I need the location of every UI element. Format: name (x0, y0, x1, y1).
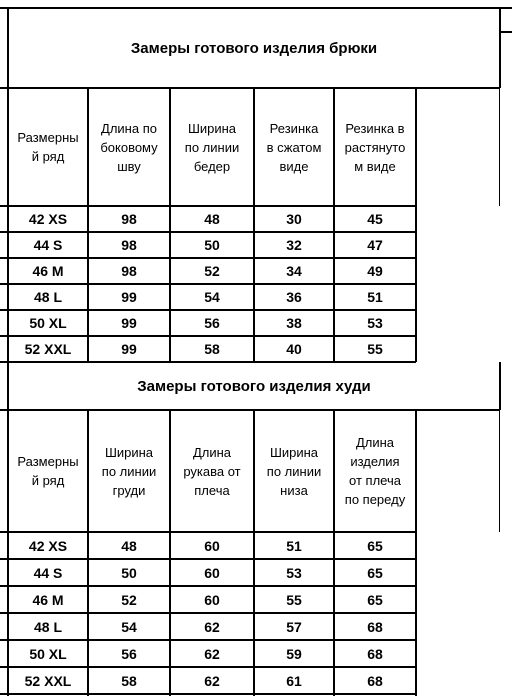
hoodie-table-row (0, 559, 512, 586)
grid-line-vertical (253, 410, 255, 696)
hoodie-value-cell: 56 (121, 645, 137, 662)
hoodie-size-cell: 42 XS (28, 537, 68, 554)
grid-line-horizontal (0, 558, 416, 560)
pants-value-cell: 51 (367, 289, 383, 305)
hoodie-value-cell: 51 (286, 537, 302, 554)
hoodie-value-cell: 57 (286, 618, 302, 635)
pants-header-hip-width: Ширина по линии бедер (184, 120, 240, 174)
pants-value-cell: 48 (204, 211, 220, 227)
grid-line-vertical (415, 88, 417, 362)
pants-value-cell: 47 (367, 237, 383, 253)
hoodie-table-row (0, 613, 512, 640)
pants-header-elastic-stretched: Резинка в растянуто м виде (344, 120, 406, 174)
pants-value-cell: 98 (121, 263, 137, 279)
hoodie-header-size: Размерны й ряд (17, 454, 79, 488)
grid-line-horizontal (0, 639, 416, 641)
hoodie-title-row (0, 362, 512, 410)
pants-size-cell: 42 XS (28, 211, 68, 227)
grid-line-vertical (499, 410, 500, 532)
hoodie-value-cell: 68 (367, 645, 383, 662)
grid-line-vertical (253, 88, 255, 362)
pants-value-cell: 98 (121, 237, 137, 253)
hoodie-value-cell: 58 (121, 672, 137, 689)
grid-line-vertical (333, 410, 335, 696)
grid-line-vertical (499, 7, 501, 88)
pants-value-cell: 36 (286, 289, 302, 305)
hoodie-value-cell: 50 (121, 564, 137, 581)
pants-value-cell: 38 (286, 315, 302, 331)
pants-header-elastic-relaxed: Резинка в сжатом виде (266, 120, 322, 174)
grid-line-horizontal (0, 335, 416, 337)
hoodie-size-cell: 48 L (33, 618, 62, 635)
pants-size-cell: 46 M (32, 263, 64, 279)
grid-line-horizontal (0, 283, 416, 285)
pants-value-cell: 56 (204, 315, 220, 331)
grid-line-horizontal (0, 257, 416, 259)
hoodie-value-cell: 62 (204, 645, 220, 662)
hoodie-size-cell: 50 XL (29, 645, 67, 662)
pants-table-row (0, 284, 512, 310)
hoodie-value-cell: 53 (286, 564, 302, 581)
grid-line-vertical (499, 362, 501, 410)
hoodie-size-cell: 52 XXL (24, 672, 72, 689)
hoodie-value-cell: 59 (286, 645, 302, 662)
grid-line-vertical (499, 88, 500, 206)
grid-line-vertical (87, 88, 89, 362)
hoodie-size-cell: 44 S (33, 564, 63, 581)
hoodie-value-cell: 60 (204, 564, 220, 581)
pants-value-cell: 50 (204, 237, 220, 253)
pants-table-row (0, 310, 512, 336)
hoodie-value-cell: 65 (367, 564, 383, 581)
pants-size-cell: 44 S (33, 237, 63, 253)
grid-line-horizontal (500, 31, 512, 33)
pants-table-row (0, 206, 512, 232)
pants-header-row (0, 88, 512, 206)
hoodie-table-row (0, 586, 512, 613)
pants-size-cell: 48 L (33, 289, 62, 305)
grid-line-horizontal (0, 409, 500, 411)
pants-value-cell: 32 (286, 237, 302, 253)
hoodie-value-cell: 65 (367, 591, 383, 608)
pants-title-row (0, 8, 512, 88)
hoodie-title: Замеры готового изделия худи (137, 377, 371, 395)
pants-table-row (0, 232, 512, 258)
hoodie-value-cell: 68 (367, 618, 383, 635)
grid-line-vertical (169, 88, 171, 362)
pants-size-cell: 52 XXL (24, 341, 72, 357)
hoodie-value-cell: 54 (121, 618, 137, 635)
hoodie-value-cell: 61 (286, 672, 302, 689)
grid-line-horizontal (0, 205, 416, 207)
hoodie-header-row (0, 410, 512, 532)
grid-line-vertical (333, 88, 335, 362)
grid-line-vertical (87, 410, 89, 696)
grid-line-vertical (415, 410, 417, 696)
grid-line-horizontal (0, 585, 416, 587)
hoodie-header-hem-width: Ширина по линии низа (266, 444, 322, 498)
pants-value-cell: 30 (286, 211, 302, 227)
hoodie-header-sleeve-length: Длина рукава от плеча (183, 444, 241, 498)
grid-line-horizontal (0, 531, 416, 533)
grid-line-horizontal (0, 87, 500, 89)
grid-line-horizontal (0, 309, 416, 311)
hoodie-header-chest-width: Ширина по линии груди (101, 444, 157, 498)
grid-line-horizontal (0, 361, 416, 363)
pants-value-cell: 99 (121, 315, 137, 331)
grid-line-horizontal (0, 612, 416, 614)
pants-size-cell: 50 XL (29, 315, 67, 331)
pants-value-cell: 99 (121, 341, 137, 357)
pants-value-cell: 54 (204, 289, 220, 305)
pants-value-cell: 98 (121, 211, 137, 227)
hoodie-table-row (0, 640, 512, 667)
pants-title: Замеры готового изделия брюки (130, 39, 378, 57)
grid-line-horizontal (0, 7, 512, 9)
hoodie-header-body-length: Длина изделия от плеча по переду (344, 435, 406, 507)
hoodie-value-cell: 62 (204, 618, 220, 635)
pants-value-cell: 45 (367, 211, 383, 227)
pants-value-cell: 55 (367, 341, 383, 357)
grid-line-horizontal (0, 693, 416, 695)
pants-table-row (0, 258, 512, 284)
hoodie-value-cell: 68 (367, 672, 383, 689)
hoodie-value-cell: 60 (204, 591, 220, 608)
hoodie-value-cell: 55 (286, 591, 302, 608)
grid-line-vertical (7, 7, 9, 696)
hoodie-value-cell: 62 (204, 672, 220, 689)
pants-value-cell: 99 (121, 289, 137, 305)
hoodie-value-cell: 65 (367, 537, 383, 554)
pants-table-row (0, 336, 512, 362)
hoodie-value-cell: 52 (121, 591, 137, 608)
hoodie-size-cell: 46 M (32, 591, 64, 608)
pants-header-size: Размерны й ряд (17, 130, 79, 164)
pants-value-cell: 52 (204, 263, 220, 279)
pants-value-cell: 49 (367, 263, 383, 279)
pants-header-side-length: Длина по боковому шву (100, 120, 158, 174)
grid-line-vertical (169, 410, 171, 696)
pants-value-cell: 58 (204, 341, 220, 357)
pants-value-cell: 34 (286, 263, 302, 279)
hoodie-table-row (0, 532, 512, 559)
pants-value-cell: 53 (367, 315, 383, 331)
hoodie-value-cell: 60 (204, 537, 220, 554)
grid-line-horizontal (0, 231, 416, 233)
hoodie-value-cell: 48 (121, 537, 137, 554)
hoodie-table-row (0, 667, 512, 694)
grid-line-horizontal (0, 666, 416, 668)
pants-value-cell: 40 (286, 341, 302, 357)
